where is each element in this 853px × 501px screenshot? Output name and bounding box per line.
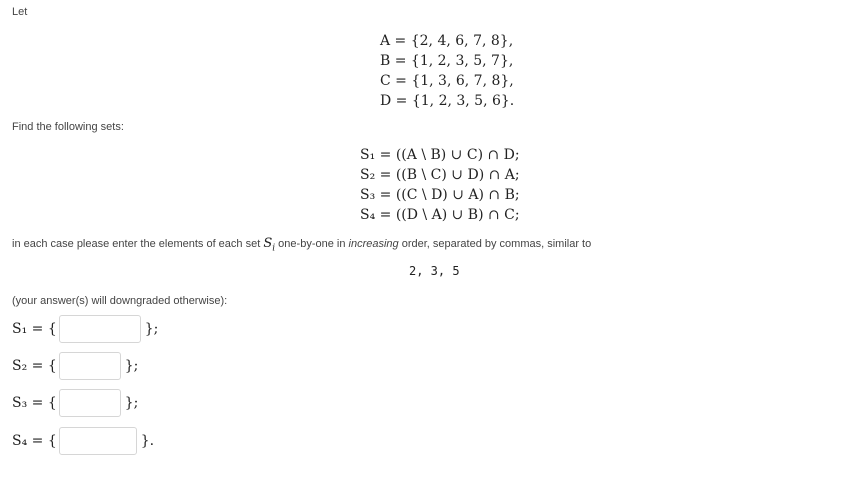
- instructions-emphasis: increasing: [348, 238, 399, 250]
- answer-row-s2: [12, 352, 138, 380]
- find-prompt: Find the following sets:: [12, 121, 124, 133]
- set-symbol: $S_i$: [263, 236, 276, 254]
- expression-s3: S₃ = ((C \ D) ∪ A) ∩ B;: [360, 187, 520, 203]
- downgrade-note: (your answer(s) will downgraded otherwise):: [12, 295, 228, 307]
- answer-close-s2: };: [124, 358, 139, 374]
- example-answer: 2, 3, 5: [409, 264, 460, 278]
- answer-label-s2: S₂ = {: [12, 358, 57, 374]
- instructions-part2: one-by-one in: [275, 238, 349, 250]
- answer-close-s1: };: [144, 321, 159, 337]
- expression-s1: S₁ = ((A \ B) ∪ C) ∩ D;: [360, 147, 520, 163]
- answer-row-s1: [12, 315, 158, 343]
- answer-row-s3: [12, 389, 138, 417]
- answer-input-s1[interactable]: [59, 315, 141, 343]
- answer-label-s1: S₁ = {: [12, 321, 57, 337]
- answer-input-s4[interactable]: [59, 427, 137, 455]
- set-definitions: [380, 31, 514, 111]
- expression-s2: S₂ = ((B \ C) ∪ D) ∩ A;: [360, 167, 520, 183]
- definition-a: A = {2, 4, 6, 7, 8},: [380, 33, 514, 49]
- answer-close-s3: };: [124, 395, 139, 411]
- answer-row-s4: [12, 427, 154, 455]
- answer-input-s2[interactable]: [59, 352, 121, 380]
- expression-s4: S₄ = ((D \ A) ∪ B) ∩ C;: [360, 207, 520, 223]
- definition-b: B = {1, 2, 3, 5, 7},: [380, 53, 514, 69]
- answer-label-s3: S₃ = {: [12, 395, 57, 411]
- definition-d: D = {1, 2, 3, 5, 6}.: [380, 93, 515, 109]
- instructions-part1: in each case please enter the elements of each set: [12, 238, 264, 250]
- answer-input-s3[interactable]: [59, 389, 121, 417]
- definition-c: C = {1, 3, 6, 7, 8},: [380, 73, 514, 89]
- answer-close-s4: }.: [140, 433, 155, 449]
- set-expressions: [360, 145, 520, 225]
- instructions-part3: order, separated by commas, similar to: [398, 238, 592, 250]
- instructions-text: [12, 236, 591, 254]
- answer-label-s4: S₄ = {: [12, 433, 57, 449]
- intro-text: Let: [12, 6, 28, 18]
